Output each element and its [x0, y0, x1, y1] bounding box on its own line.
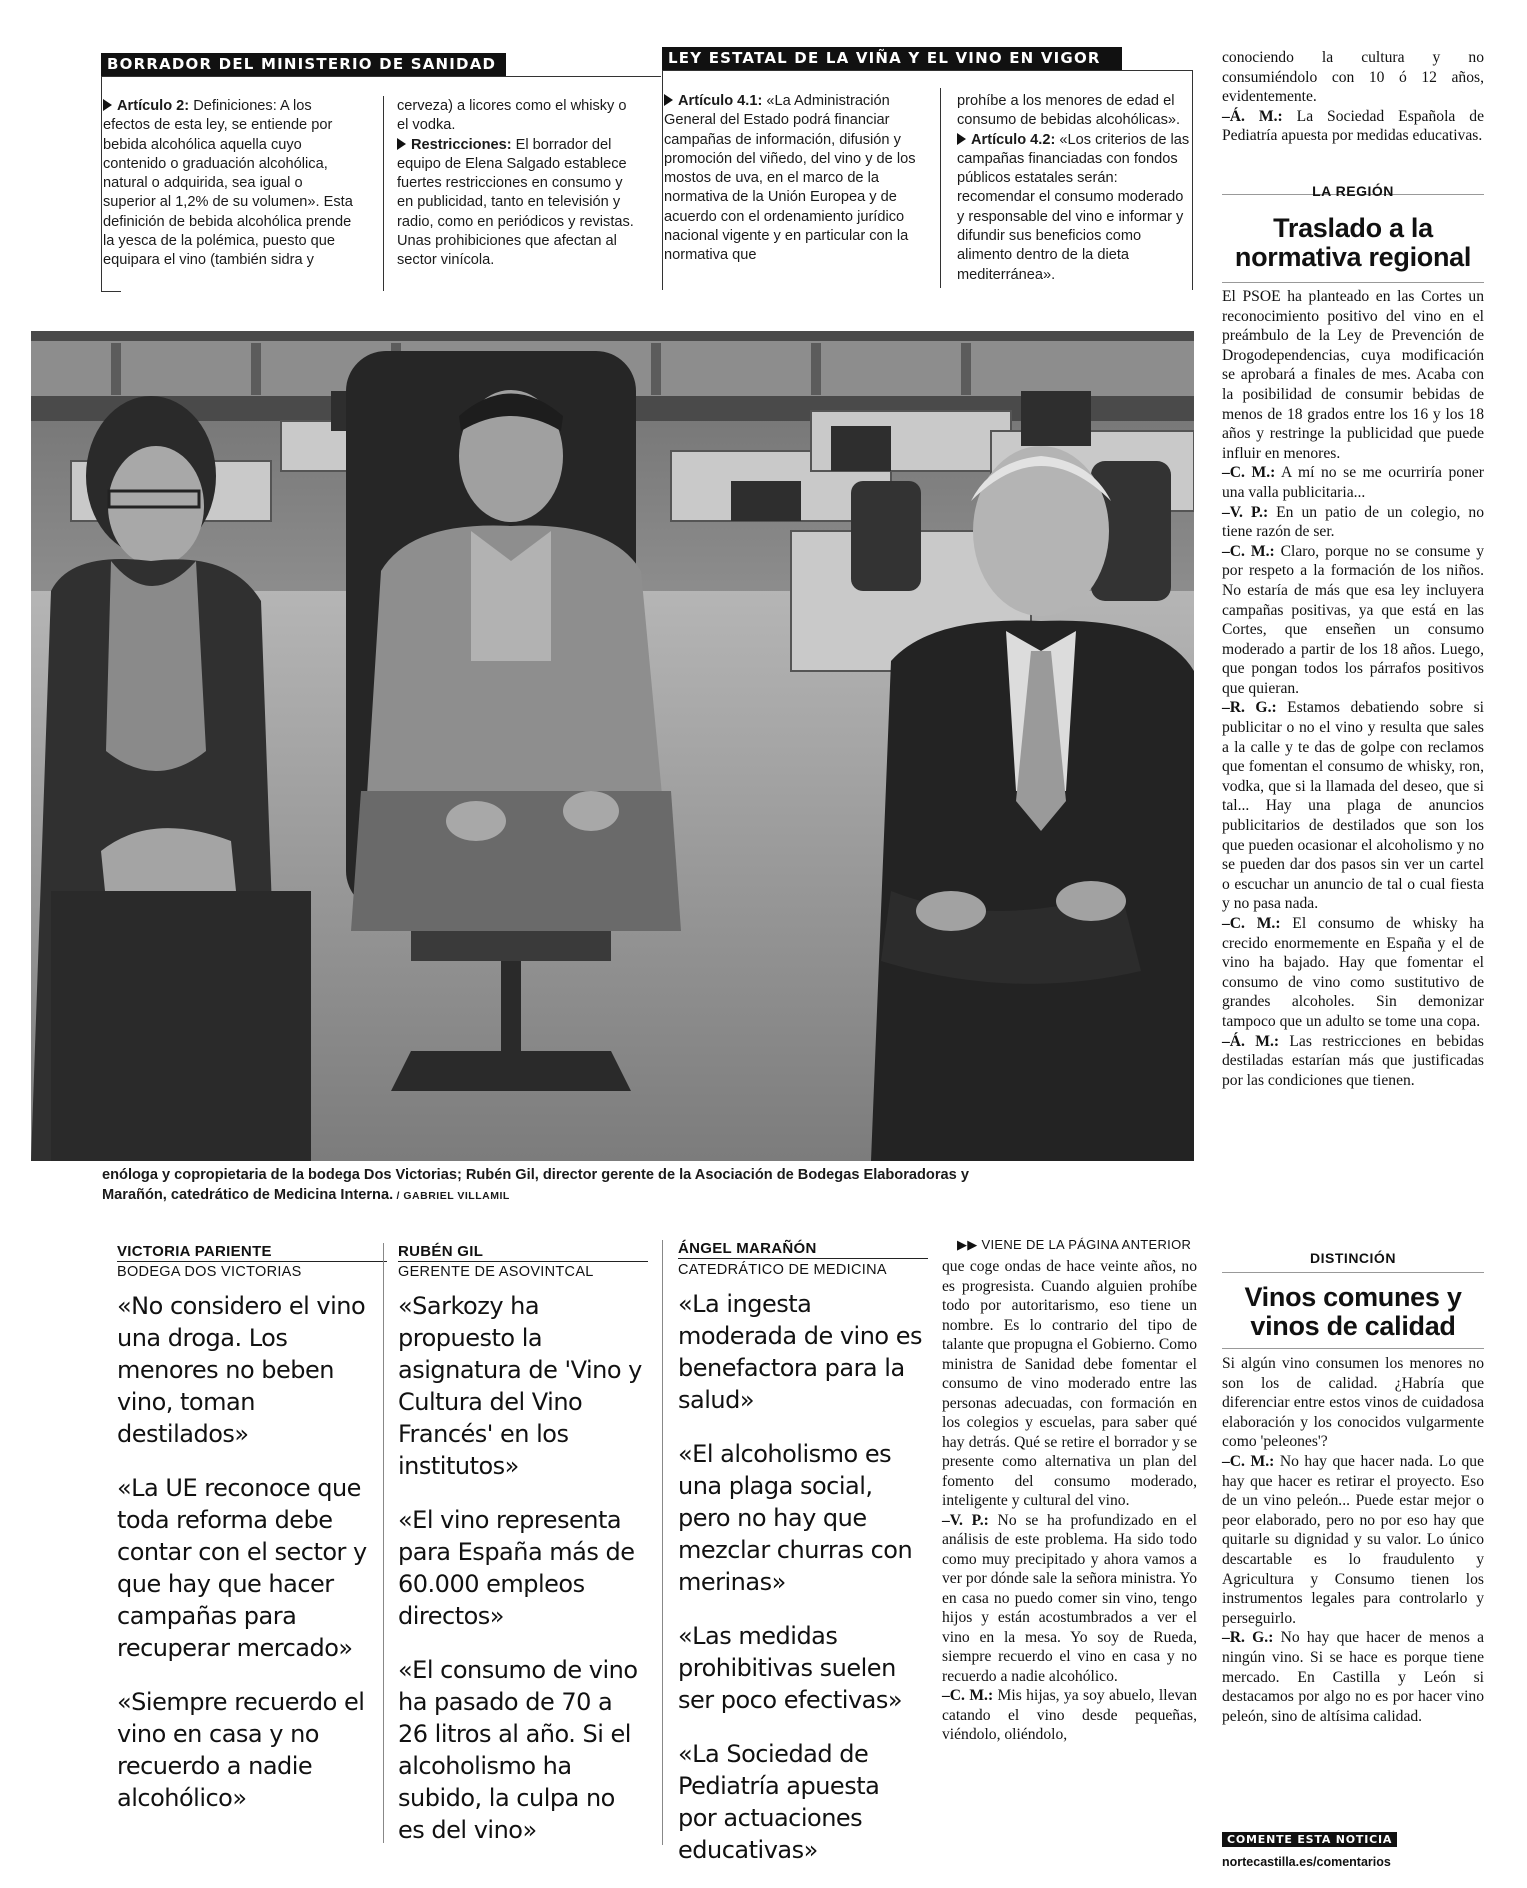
box2-col2-text1: prohíbe a los menores de edad el consumo de bebidas alcohólicas». [957, 93, 1181, 129]
right-top-text [1222, 48, 1484, 146]
box2-header: LEY ESTATAL DE LA VIÑA Y EL VINO EN VIGOR [662, 47, 1122, 70]
quote-column-angel [678, 1288, 923, 1888]
continued-d1-speaker: –C. M.: [942, 1687, 994, 1704]
right-top-p1: conociendo la cultura y no consumiéndolo con 10 ó 12 años, evidentemente. [1222, 49, 1484, 105]
photo-credit: / GABRIEL VILLAMIL [393, 1190, 510, 1202]
right-top-speaker: –Á. M.: [1222, 107, 1283, 125]
continued-p1: que coge ondas de hace veinte años, no es progresista. Cuando alguien prohíbe todo por autoritarismo, eso tiene un nombre. Es lo contrario del tipo de talante que propugna el Gobierno. Como ministra de Sanidad debe fomentar el consumo de vino moderado entre las personas adecuadas, con formación en los colegios y escuelas, para saber qué hay detrás. Qué se retire el borrador y se presente como alternativa un plan del fomento del consumo moderado, inteligente y cultural del vino. [942, 1258, 1197, 1509]
distincion-rule [1222, 1272, 1484, 1273]
quote-ruben-2: «El vino representa para España más de 60.000 empleos directos» [398, 1506, 635, 1630]
distincion-d1-text: No hay que hacer de menos a ningún vino. Si se hace es porque tiene mercado. En Castilla y León si destacamos por algo no es por hacer vino peleón, sino de altísima calidad. [1222, 1629, 1485, 1725]
region-headline-line1: Traslado a la [1273, 213, 1433, 243]
right-top-p2: La Sociedad Española de Pediatría apuesta por medidas educativas. [1222, 107, 1484, 144]
region-d4-speaker: –C. M.: [1222, 915, 1281, 932]
interview-photo [31, 331, 1194, 1161]
bullet-arrow-icon [103, 99, 112, 111]
quote-name-angel: ÁNGEL MARAÑÓN [678, 1240, 928, 1259]
box1-col2-text2: El borrador del equipo de Elena Salgado establece fuertes restricciones en consumo y en publicidad, tanto en televisión y radio, como en periódicos y revistas. Unas prohibiciones que afectan al sector vinícola. [397, 136, 634, 269]
distincion-intro: Si algún vino consumen los menores no son los de calidad. ¿Habría que diferenciar entre estos vinos de cuidadosa elaboración y los conocidos vulgarmente como 'peleones'? [1222, 1355, 1484, 1451]
photo-illustration [31, 331, 1194, 1161]
region-d3-text: Estamos debatiendo sobre si publicitar o no el vino y resulta que sales a la calle y te das de golpe con reclamos que fomentan el consumo de whisky, ron, vodka, que si la llamada del deseo, que si tal... Hay una plaga de anuncios publicitarios de destilados que son los que pueden ocasionar el alcoholismo y no se pueden dar dos pasos sin ver un cartel o escuchar un anuncio de tal o cual fiesta y no pasa nada. [1222, 699, 1484, 913]
quote-name-ruben: RUBÉN GIL [398, 1243, 648, 1262]
region-d3-speaker: –R. G.: [1222, 699, 1277, 717]
distincion-body [1222, 1354, 1484, 1726]
quote-divider-2 [662, 1240, 663, 1845]
region-d4-text: El consumo de whisky ha crecido enormemente en España y el de vino ha bajado. Hay que fomentar el consumo de vino como sustitutivo de grandes alcoholes. Sin demonizar tampoco que un adulto se tome una copa. [1222, 915, 1484, 1030]
distincion-d0-text: No hay que hacer nada. Lo que hay que hacer es retirar el proyecto. Eso de un vino peleón... Puede estar mejor o peor elaborado, pero no por eso hay que quitarle su dignidad y su valor. Lo único descartable es lo fraudulento y Agricultura y Consumo tienen los instrumentos legales para controlarlo y perseguirlo. [1222, 1452, 1484, 1627]
region-d2-speaker: –C. M.: [1222, 542, 1275, 560]
continued-label-text: VIENE DE LA PÁGINA ANTERIOR [981, 1237, 1192, 1252]
box1-col1-lead: Artículo 2: [117, 98, 190, 114]
box2-left-rule [662, 70, 663, 290]
box1-mid-rule [383, 96, 384, 291]
region-d0-speaker: –C. M.: [1222, 464, 1276, 482]
region-tag: LA REGIÓN [1312, 183, 1394, 199]
quote-column-ruben [398, 1290, 643, 1868]
region-headline-line2: normativa regional [1234, 242, 1472, 272]
region-d5-speaker: –Á. M.: [1222, 1032, 1280, 1050]
box1-col1-text: Definiciones: A los efectos de esta ley, se entiende por bebida alcohólica aquella cuyo contenido o graduación alcohólica, natural o adquirida, sea igual o superior al 1,2% de su volumen». Esta definición de bebida alcohólica prende la yesca de la polémica, puesto que equipara el vino (también sidra y [103, 98, 353, 269]
quote-ruben-3: «El consumo de vino ha pasado de 70 a 26 litros al año. Si el alcoholismo ha subido, la culpa no es del vino» [398, 1656, 638, 1844]
quote-angel-3: «Las medidas prohibitivas suelen ser poco efectivas» [678, 1622, 903, 1714]
quote-victoria-3: «Siempre recuerdo el vino en casa y no recuerdo a nadie alcohólico» [117, 1688, 365, 1812]
box1-bottom-rule [101, 291, 121, 292]
box1-col2-text1: cerveza) a licores como el whisky o el vodka. [397, 98, 627, 134]
distincion-headline-rule [1222, 1348, 1484, 1349]
bullet-arrow-icon [664, 94, 673, 106]
box1-top-rule [101, 76, 661, 77]
continued-label [957, 1237, 1191, 1253]
comment-bar[interactable]: COMENTE ESTA NOTICIA [1222, 1832, 1397, 1847]
region-body [1222, 287, 1484, 1090]
bullet-arrow-icon [397, 138, 406, 150]
box1-col2 [397, 97, 637, 271]
box2-col1-lead: Artículo 4.1: [678, 93, 763, 109]
box2-top-rule [662, 70, 1192, 71]
photo-caption [102, 1165, 1202, 1206]
region-d2-text: Claro, porque no se consume y por respeto a la formación de los niños. No estaría de más que esa ley incluyera campañas positivas, ya que está en las Cortes, que enseñen un consumo moderado a partir de los 18 años. Luego, que pongan todos los párrafos positivos que quieran. [1222, 542, 1485, 697]
region-d0-text: A mí no se me ocurriría poner una valla publicitaria... [1222, 464, 1485, 501]
region-headline [1222, 214, 1484, 272]
quote-angel-1: «La ingesta moderada de vino es benefactora para la salud» [678, 1290, 922, 1414]
box2-col2-lead: Artículo 4.2: [971, 131, 1056, 148]
region-d1-speaker: –V. P.: [1222, 503, 1269, 521]
box1-header: BORRADOR DEL MINISTERIO DE SANIDAD [101, 53, 506, 76]
quote-divider-1 [383, 1243, 384, 1843]
region-intro: El PSOE ha planteado en las Cortes un reconocimiento positivo del vino en el preámbulo de la Ley de Prevención de Drogodependencias, cuya modificación se aprobará a finales de mes. Acaba con la posibilidad de consumir bebidas de menos de 18 grados entre los 16 y los 18 años y restringe la publicidad que puede influir en menores. [1222, 288, 1484, 462]
continued-d0-speaker: –V. P.: [942, 1511, 989, 1529]
distincion-d0-speaker: –C. M.: [1222, 1452, 1275, 1470]
bullet-arrow-icon [957, 133, 966, 145]
box2-col2 [957, 92, 1192, 285]
region-d5-text: Las restricciones en bebidas destiladas estarían más que justificadas por las condiciones que tienen. [1222, 1032, 1484, 1089]
continued-body [942, 1257, 1197, 1745]
quote-angel-2: «El alcoholismo es una plaga social, pero no hay que mezclar churras con merinas» [678, 1440, 913, 1596]
quote-ruben-1: «Sarkozy ha propuesto la asignatura de 'Vino y Cultura del Vino Francés' en los institutos» [398, 1292, 642, 1480]
quote-role-ruben: GERENTE DE ASOVINTCAL [398, 1264, 594, 1280]
distincion-tag: DISTINCIÓN [1222, 1250, 1484, 1266]
box2-right-rule [1192, 70, 1193, 290]
box1-left-rule [101, 76, 102, 291]
quote-victoria-2: «La UE reconoce que toda reforma debe contar con el sector y que hay que hacer campañas para recuperar mercado» [117, 1474, 367, 1662]
box2-col2-text2: «Los criterios de las campañas financiadas con fondos públicos estatales serán: recomendar el consumo moderado y responsable del vino e informar y difundir sus beneficios como alimento dentro de la dieta mediterránea». [957, 131, 1190, 283]
quote-role-angel: CATEDRÁTICO DE MEDICINA [678, 1262, 887, 1278]
distincion-headline-line2: vinos de calidad [1250, 1311, 1456, 1341]
caption-line1: enóloga y copropietaria de la bodega Dos Victorias; Rubén Gil, director gerente de la Asociación de Bodegas Elaboradoras y [102, 1167, 969, 1183]
double-arrow-icon: ▶▶ [957, 1237, 982, 1252]
quote-name-victoria: VICTORIA PARIENTE [117, 1243, 387, 1262]
caption-line2: Marañón, catedrático de Medicina Interna. [102, 1187, 394, 1203]
distincion-headline [1222, 1283, 1484, 1341]
distincion-d1-speaker: –R. G.: [1222, 1629, 1274, 1647]
box2-mid-rule [940, 88, 941, 288]
box1-col2-lead: Restricciones: [411, 136, 512, 153]
quote-column-victoria [117, 1290, 367, 1836]
distincion-headline-line1: Vinos comunes y [1244, 1282, 1462, 1312]
quote-victoria-1: «No considero el vino una droga. Los menores no beben vino, toman destilados» [117, 1292, 366, 1448]
box2-col1 [664, 92, 922, 266]
quote-role-victoria: BODEGA DOS VICTORIAS [117, 1264, 302, 1280]
continued-d0-text: No se ha profundizado en el análisis de este problema. Ha sido todo como muy precipitado y ahora vamos a ver por dónde sale la señora ministra. Yo en casa no puedo comer sin vino, tengo hijos y están acostumbrados a ver el vino en la mesa. Yo soy de Rueda, siempre recuerdo el vino en casa y no recuerdo a nadie alcohólico. [942, 1511, 1197, 1685]
region-d1-text: En un patio de un colegio, no tiene razón de ser. [1222, 503, 1484, 541]
box1-col1 [103, 97, 358, 271]
comments-url-link[interactable]: nortecastilla.es/comentarios [1222, 1855, 1391, 1869]
region-headline-rule [1222, 282, 1484, 283]
box2-col1-text: «La Administración General del Estado podrá financiar campañas de información, difusión y promoción del viñedo, del vino y de los mostos de uva, en el marco de la normativa de la Unión Europea y de acuerdo con el ordenamiento jurídico nacional vigente y en particular con la normativa que [664, 93, 916, 264]
quote-angel-4: «La Sociedad de Pediatría apuesta por actuaciones educativas» [678, 1740, 880, 1864]
continued-d1-text: Mis hijas, ya soy abuelo, llevan catando el vino desde pequeñas, viéndolo, oliéndolo, [942, 1687, 1198, 1743]
